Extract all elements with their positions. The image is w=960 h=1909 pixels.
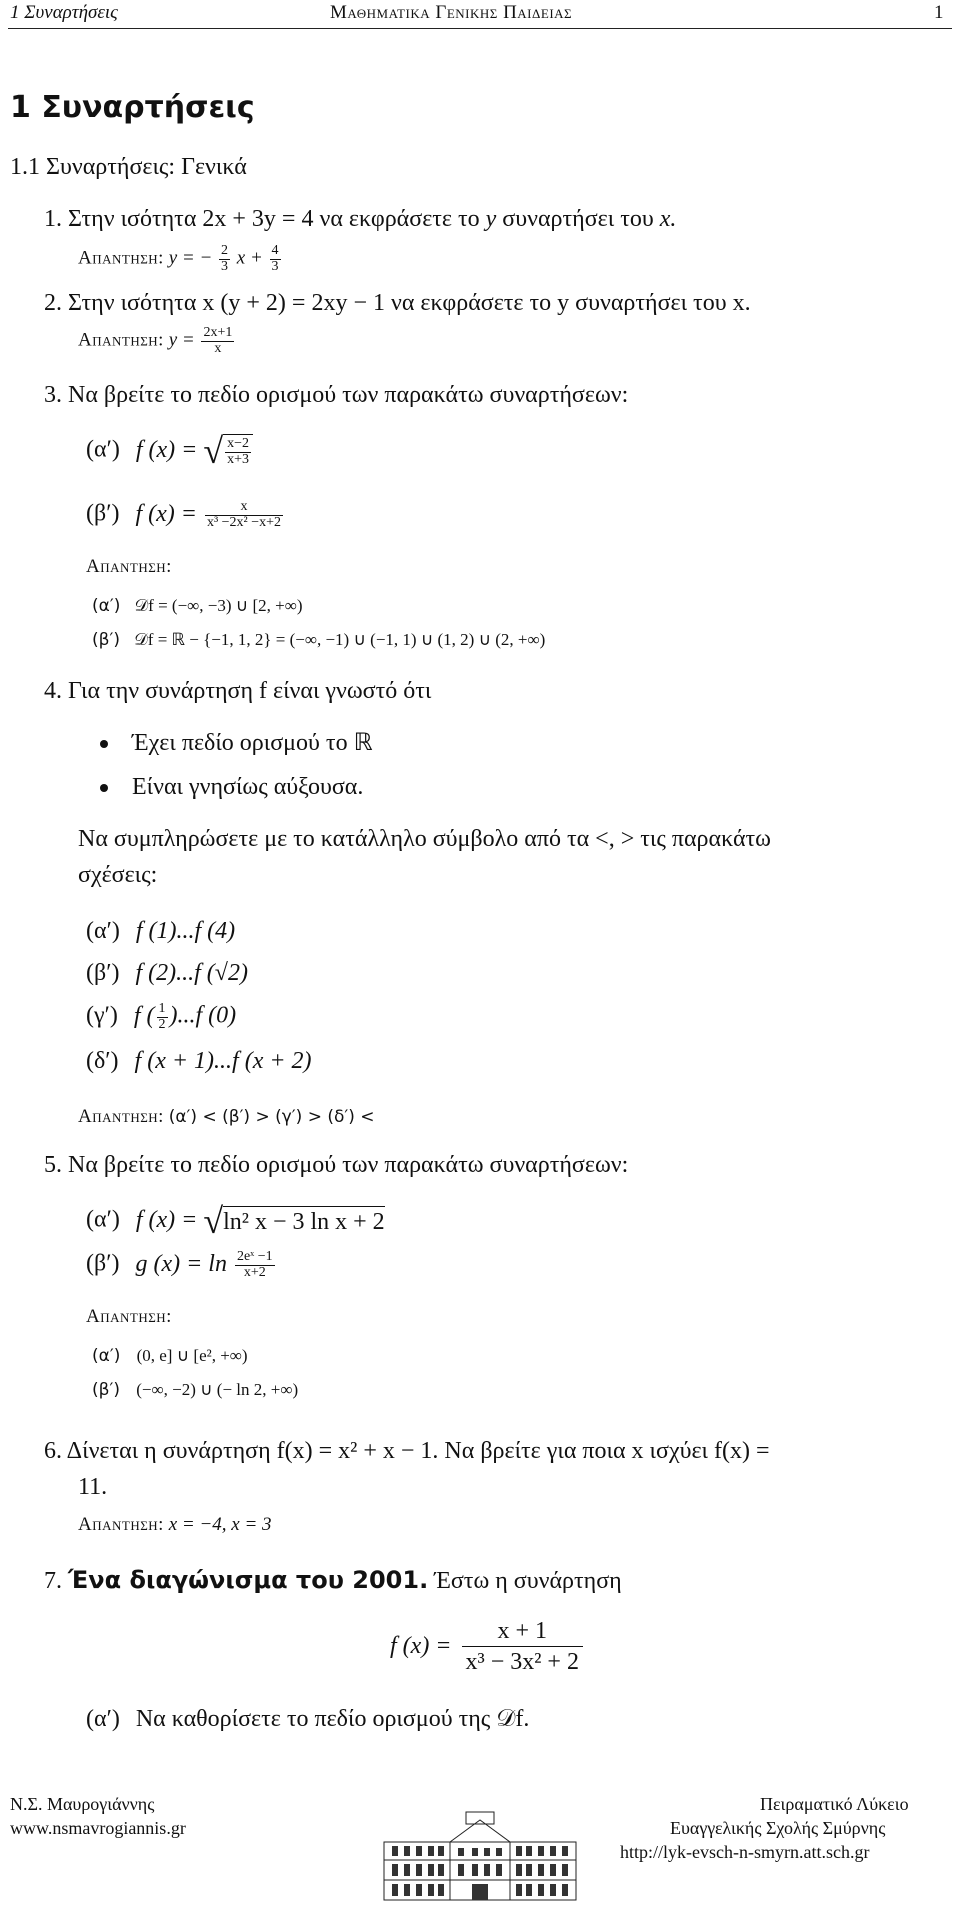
bullet-icon — [100, 784, 108, 792]
fraction — [157, 1002, 168, 1032]
fraction — [219, 244, 230, 274]
answer-label: Απαντηση: — [78, 1514, 164, 1535]
answer-value: (α′) < (β′) > (γ′) > (δ′) < — [168, 1107, 375, 1127]
answer-expr-mid: x + — [236, 247, 263, 269]
footer-school-line-2: Ευαγγελικής Σχολής Σμύρνης — [670, 1818, 886, 1838]
item-label: (β′) — [86, 960, 120, 986]
running-header-left: 1 Συναρτήσεις — [10, 2, 118, 23]
problem-1-var-y: y — [485, 206, 497, 232]
fraction — [462, 1616, 583, 1677]
problem-7-text: Έστω η συνάρτηση — [434, 1568, 622, 1594]
problem-7-number: 7. — [44, 1568, 62, 1594]
denominator: x — [214, 340, 222, 356]
answer-label: Απαντηση: — [78, 329, 164, 351]
numerator: 2 — [221, 243, 229, 258]
denominator: 3 — [271, 258, 279, 274]
bullet-text: Είναι γνησίως αύξουσα. — [132, 774, 364, 800]
formula-lhs: f (x) = — [390, 1633, 452, 1659]
denominator: x+3 — [227, 452, 249, 467]
item-expr-post: )...f (0) — [169, 1002, 237, 1029]
item-lhs: f (x) = — [135, 436, 198, 463]
item-label: (β′) — [86, 500, 120, 527]
item-lhs: g (x) = ln — [135, 1250, 227, 1277]
problem-4-paragraph-line-2: σχέσεις: — [78, 862, 158, 888]
answer-item-label: (α′) — [92, 596, 121, 616]
answer-label: Απαντηση: — [78, 247, 164, 269]
problem-3-item-a — [86, 430, 253, 472]
problem-1-answer — [78, 244, 283, 274]
answer-label: Απαντηση: — [78, 1106, 164, 1127]
header-rule — [8, 28, 952, 29]
problem-4-item-c — [86, 1002, 236, 1032]
problem-6-line-1: 6. Δίνεται η συνάρτηση f(x) = x² + x − 1. Να βρείτε για ποια x ισχύει f(x) = — [44, 1438, 770, 1464]
denominator: 3 — [221, 258, 229, 274]
item-label: (γ′) — [86, 1002, 118, 1029]
problem-6-answer — [78, 1514, 272, 1536]
numerator: 2eˣ −1 — [236, 1249, 273, 1264]
problem-3-answer-label — [86, 556, 172, 578]
numerator: x−2 — [227, 436, 249, 452]
problem-3-text: 3. Να βρείτε το πεδίο ορισμού των παρακάτω συναρτήσεων: — [44, 382, 629, 408]
problem-7-bold-title: Ένα διαγώνισμα του 2001. — [68, 1566, 429, 1594]
fraction — [201, 326, 234, 356]
fraction — [235, 1250, 275, 1280]
numerator: x + 1 — [462, 1616, 583, 1647]
item-label: (α′) — [86, 1206, 120, 1233]
answer-item-value: 𝒟f = ℝ − {−1, 1, 2} = (−∞, −1) ∪ (−1, 1) ∪ (1, 2) ∪ (2, +∞) — [134, 630, 546, 649]
denominator: 2 — [158, 1016, 166, 1032]
numerator: 4 — [271, 243, 279, 258]
denominator: x+2 — [243, 1264, 266, 1280]
problem-4-text: 4. Για την συνάρτηση f είναι γνωστό ότι — [44, 678, 432, 704]
item-lhs: f (x) = — [135, 1206, 198, 1233]
problem-4-answer — [78, 1106, 375, 1128]
radicand: ln² x − 3 ln x + 2 — [223, 1206, 385, 1236]
item-expr: f (1)...f (4) — [135, 918, 236, 944]
fraction — [225, 437, 251, 467]
problem-5-answer-b — [92, 1380, 298, 1400]
item-text: Να καθορίσετε το πεδίο ορισμού της 𝒟f. — [135, 1706, 530, 1732]
answer-expr: y = — [168, 329, 195, 351]
answer-label: Απαντηση: — [86, 556, 172, 577]
answer-value: x = −4, x = 3 — [168, 1514, 272, 1535]
problem-4-item-b — [86, 960, 248, 987]
footer-author: Ν.Σ. Μαυρογιάννης — [10, 1794, 155, 1814]
footer-site: www.nsmavrogiannis.gr — [10, 1818, 186, 1838]
item-expr: f (2)...f (√2) — [135, 960, 248, 986]
problem-4-bullet-2 — [100, 774, 363, 801]
fraction — [205, 500, 283, 530]
item-label: (α′) — [86, 918, 120, 944]
item-label: (α′) — [86, 1706, 120, 1732]
problem-4-item-d — [86, 1048, 312, 1075]
problem-3-answer-b — [92, 630, 545, 650]
problem-1-text-2: συναρτήσει του — [502, 206, 654, 232]
problem-2-answer — [78, 326, 236, 356]
answer-label: Απαντηση: — [86, 1306, 172, 1327]
problem-1-text: 1. Στην ισότητα 2x + 3y = 4 να εκφράσετε το — [44, 206, 480, 232]
problem-5-item-a — [86, 1200, 385, 1242]
running-header-center: Μαθηματικα Γενικης Παιδειας — [330, 2, 573, 23]
numerator: 2x+1 — [203, 325, 233, 340]
item-label: (β′) — [86, 1250, 120, 1277]
answer-expr: y = − — [168, 247, 213, 269]
answer-item-value: (−∞, −2) ∪ (− ln 2, +∞) — [136, 1380, 299, 1399]
problem-7-heading — [44, 1566, 622, 1595]
item-expr-pre: f ( — [133, 1002, 155, 1029]
school-building-illustration — [380, 1808, 580, 1904]
problem-4-item-a — [86, 918, 235, 945]
problem-3-item-b — [86, 500, 285, 530]
problem-4-paragraph-line-1: Να συμπληρώσετε με το κατάλληλο σύμβολο από τα <, > τις παρακάτω — [78, 826, 771, 852]
item-label: (δ′) — [86, 1048, 119, 1074]
answer-item-value: (0, e] ∪ [e², +∞) — [136, 1346, 248, 1365]
problem-5-text: 5. Να βρείτε το πεδίο ορισμού των παρακάτω συναρτήσεων: — [44, 1152, 629, 1178]
numerator: x — [205, 500, 283, 516]
problem-5-answer-label — [86, 1306, 172, 1328]
problem-1-var-x: x. — [659, 206, 677, 232]
problem-5-answer-a — [92, 1346, 248, 1366]
problem-2-text: 2. Στην ισότητα x (y + 2) = 2xy − 1 να εκφράσετε το y συναρτήσει του x. — [44, 290, 751, 316]
fraction — [270, 244, 281, 274]
bullet-icon — [100, 740, 108, 748]
square-root: √ $\frac{x-2}{x+3}$ — [203, 430, 253, 472]
problem-6-line-2: 11. — [78, 1474, 108, 1500]
problem-5-item-b — [86, 1250, 277, 1280]
answer-item-label: (β′) — [92, 630, 120, 650]
page-number: 1 — [934, 2, 944, 23]
problem-3-answer-a — [92, 596, 303, 616]
problem-7-item-a — [86, 1706, 529, 1733]
item-lhs: f (x) = — [135, 500, 197, 527]
item-expr: f (x + 1)...f (x + 2) — [134, 1048, 312, 1074]
subsection-title: 1.1 Συναρτήσεις: Γενικά — [10, 154, 247, 180]
answer-item-label: (α′) — [92, 1346, 121, 1366]
footer-school-line-1: Πειραματικό Λύκειο — [760, 1794, 909, 1814]
footer-url: http://lyk-evsch-n-smyrn.att.sch.gr — [620, 1842, 870, 1862]
square-root: √ln² x − 3 ln x + 2 — [203, 1201, 385, 1241]
problem-7-formula — [390, 1616, 587, 1677]
section-title: 1 Συναρτήσεις — [10, 90, 255, 125]
denominator: x³ −2x² −x+2 — [206, 514, 282, 530]
item-label: (α′) — [86, 436, 120, 463]
answer-item-label: (β′) — [92, 1380, 120, 1400]
numerator: 1 — [158, 1001, 166, 1016]
answer-item-value: 𝒟f = (−∞, −3) ∪ [2, +∞) — [134, 596, 303, 615]
problem-4-bullet-1 — [100, 728, 373, 757]
bullet-text: Έχει πεδίο ορισμού το ℝ — [132, 730, 373, 756]
problem-1 — [44, 206, 676, 233]
denominator: x³ − 3x² + 2 — [465, 1649, 579, 1675]
